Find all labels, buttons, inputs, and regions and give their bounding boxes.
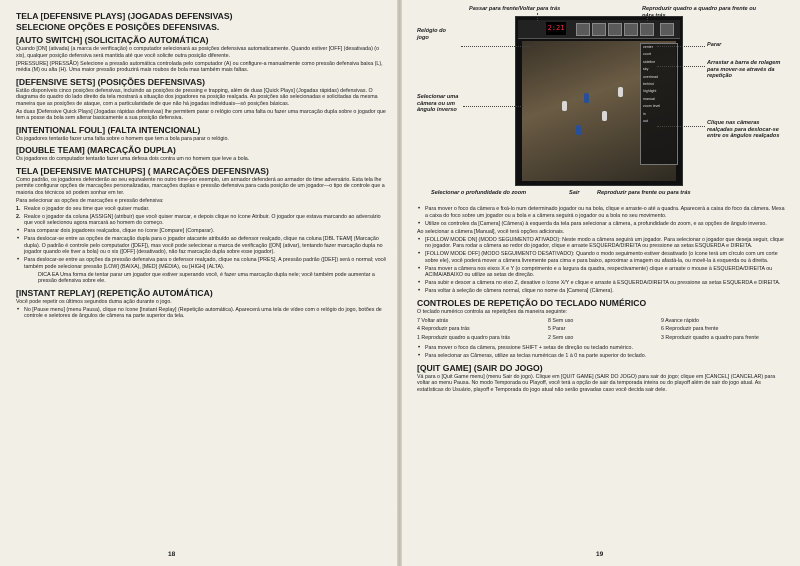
callout-exit: Sair [569, 190, 580, 196]
camera-menu-item: highlight [643, 89, 657, 94]
matchups-text: Como padrão, os jogadores defenderão ao seu equivalente no outro time-por exemplo, um armador defenderá ao armador do time adversário. Esta tela lhe permite configurar opções de marcações personalizadas, marcações duplas e pressão defensiva para cada posição de um jogador—o tipo de controle que a maioria dos técnicos só podem sonhar em ter. [16, 176, 385, 196]
table-cell: 6 Reproduzir para frente [661, 326, 719, 332]
game-clock-display: 2:21 [546, 22, 566, 35]
replay-control-bar [518, 20, 680, 39]
camera-menu-item: out [643, 119, 648, 124]
list-item: • Para mover a câmera nos eixos X e Y (o comprimento e a largura da quadra, respectivamente) clique e arraste o mouse à ESQUERDA/DIREITA ou ACIMA/ABAIXO ou utilize as setas de direção. [417, 266, 786, 279]
defensive-plays-title: TELA [DEFENSIVE PLAYS] (JOGADAS DEFENSIVAS) [16, 11, 233, 21]
table-row [417, 334, 762, 343]
defensive-plays-subtitle: SELECIONE OPÇÕES E POSIÇÕES DEFENSIVAS. [16, 22, 220, 32]
matchups-steps [16, 206, 387, 227]
list-item: • Para mover o foco da câmera, pressione SHIFT + setas de direção ou teclado numérico. [417, 345, 786, 352]
list-item: • Para deslocar-se entre as opções da pressão defensiva para o defensor realçado, clique na coluna [PRES]. A pressão padrão ([DEF]) será o normal; você também pode selecionar pressão [LOW] (BAIXA), [MED] (MÉDIA), ou [HIGH] (ALTA). [16, 257, 387, 270]
list-item: • [FOLLOW MODE ON] (MODO SEGUIMENTO ATIVADO): Neste modo a câmera seguirá um jogador. Para selecionar o jogador que deseja seguir, clique no jogador. Para rodar a câmera ao redor do jogador, clique e arraste ESQUERDA/DIREITA ou pressione as setas ESQUERDA e DIREITA. [417, 237, 786, 250]
callout-frame: Reproduzir quadro a quadro para frente ou para trás [642, 6, 757, 19]
page-left [0, 0, 399, 566]
player-figure [562, 101, 567, 111]
list-item: • [FOLLOW MODE OFF] (MODO SEGUIMENTO DESATIVADO): Quando o modo seguimento estiver desativado (o ícone terá um círculo com um corte sobre ele), você poderá mover a câmera livremente para cima e para baixo, aproximar a imagem ou afastá-la, ou movê-la à esquerda ou à direita. [417, 251, 786, 264]
list-item: • Para selecionar as Câmeras, utilize as teclas numéricas de 1 à 0 na parte superior do teclado. [417, 353, 786, 360]
camera-menu-item: zoom level [643, 104, 661, 109]
list-item: • Para subir e descer a câmera no eixo Z, desative o ícone X/Y e clique e arraste à ESQUERDA/DIREITA ou pressione as setas ESQUERDA e DIREITA. [417, 280, 786, 287]
callout-stop: Parar [707, 42, 722, 48]
fast-forward-button-icon [640, 23, 654, 36]
list-item: • Para mover o foco da câmera e fixá-lo num determinado jogador ou na bola, clique e arraste-o até a quadra. Aparecerá a caixa do foco da câmera. Mexa a caixa do foco sobre um jogador ou a bola e a câmera seguirá o jogador ou a bola no seu movimento. [417, 206, 786, 219]
double-team-text: Os jogadores do computador tentarão fazer uma defesa dois contra um no homem que leve a bola. [16, 156, 250, 162]
camera-menu-item: in [643, 111, 646, 116]
pressure-text: [PRESSURE] (PRESSÃO) Selecione a pressão automática controlada pelo computador (A) ou configure-a manualmente como pressão defensiva baixa (L), média (M) ou alta (H). Uma maior pressão produzirá mais roubos de bola mas também mais faltas. [16, 60, 383, 73]
table-row [417, 317, 762, 326]
stop-button-icon [608, 23, 622, 36]
table-cell: 1 Reproduzir quadro a quadro para trás [417, 334, 511, 341]
keypad-bullets [417, 345, 786, 360]
callout-pass: Passar para frente/Voltar para trás [469, 6, 561, 12]
instant-replay-bullets [16, 307, 387, 320]
replay-screenshot [515, 16, 683, 186]
quick-plays-text: As duas [Defensive Quick Plays] (Jogadas rápidas defensivas) lhe permitem parar o relógio com uma falta ou fazer uma marcação dupla sobre o jogador que tem a posse da bola sem alterar basicamente a sua posição defensiva. [16, 108, 386, 121]
callout-zoom: Selecionar o profundidade do zoom [431, 190, 527, 196]
matchups-bullets [16, 228, 387, 270]
keypad-table [417, 317, 762, 343]
rewind-button-icon [576, 23, 590, 36]
table-cell: 3 Reproduzir quadro a quadro para frente [661, 334, 759, 341]
callout-click-cameras: Clique nas câmeras realçadas para deslocar-se entre os ângulos realçados [707, 120, 780, 139]
callout-select-camera: Selecionar uma câmera ou um ângulo inverso [417, 94, 459, 113]
matchups-heading: TELA [DEFENSIVE MATCHUPS] ( MARCAÇÕES DEFENSIVAS) [16, 165, 269, 176]
player-figure [576, 125, 581, 135]
page-right [401, 0, 800, 566]
camera-menu-item: sky [643, 67, 649, 72]
leader-line [647, 13, 648, 21]
auto-switch-heading: [AUTO SWITCH] (SOLICITAÇÃO AUTOMÁTICA) [16, 35, 209, 45]
player-figure [602, 111, 607, 121]
camera-menu [640, 43, 678, 165]
camera-menu-item: center [643, 45, 653, 49]
table-cell: 7 Voltar atrás [417, 317, 449, 324]
page-number-right: 19 [596, 551, 604, 558]
replay-bullets [417, 206, 786, 227]
frame-back-button-icon [592, 23, 606, 36]
instant-replay-text: Você pode repetir os últimos segundos duma ação durante o jogo. [16, 298, 172, 305]
instant-replay-figure [417, 6, 786, 202]
player-figure [618, 87, 623, 97]
exit-button-icon [660, 23, 674, 36]
keypad-heading: CONTROLES DE REPETIÇÃO DO TECLADO NUMÉRICO [417, 297, 647, 308]
list-item: • Para comparar dois jogadores realçados, clique no ícone [Compare] (Comparar). [16, 228, 387, 235]
instant-replay-heading: [INSTANT REPLAY] (REPETIÇÃO AUTOMÁTICA) [16, 287, 213, 298]
table-row [417, 325, 762, 334]
table-cell: 4 Reproduzir para trás [417, 326, 470, 332]
list-item: • Utilize os controles da [Camera] (Câmera) à esquerda da tela para selecionar a câmera, a profundidade do zoom, e as opções de ângulo inverso. [417, 221, 786, 228]
intentional-foul-text: Os jogadores tentarão fazer uma falta sobre o homem que tem a bola para parar o relógio. [16, 135, 229, 142]
leader-line [657, 46, 705, 47]
defensive-sets-heading: [DEFENSIVE SETS] (POSIÇÕES DEFENSIVAS) [16, 76, 205, 87]
player-figure [584, 93, 589, 103]
page-number-left: 18 [168, 551, 176, 558]
quit-game-text: Vá para o [Quit Game menu] (menu Sair do jogo). Clique em [QUIT GAME] (SAIR DO JOGO) para sair do jogo; clique em [CANCEL] (CANCELAR) para voltar ao menu Pausa. No modo Temporada ou Playoff, você terá a opção de sair da temporada inteira ou do playoff além de sair do jogo atual. As estatísticas do Usuário, playoff e Temporada do jogo atual não serão gravadas caso você decida sair dele. [417, 373, 776, 393]
quit-game-heading: [QUIT GAME] (SAIR DO JOGO) [417, 362, 543, 373]
manual-camera-bullets [417, 237, 786, 295]
intentional-foul-heading: [INTENTIONAL FOUL] (FALTA INTENCIONAL) [16, 124, 201, 135]
auto-switch-text: Quando [ON] (ativada) (a marca de verificação) o computador selecionará as posições defensivas automaticamente. Quando estiver [OFF] (desativada) (o xis), qualquer posição defensiva será mantida até que você solicite outra posição diferente. [16, 46, 380, 59]
keypad-intro: O teclado numérico controla as repetições da maneira seguinte: [417, 308, 568, 315]
list-item: • No [Pause menu] (menu Pausa), clique no ícone [Instant Replay] (Repetição automática). Aparecerá uma tela de vídeo com o relógio do jogo, botões de controle e seletores de ângulos de câmera na parte superior da tela. [16, 307, 387, 320]
table-cell: 9 Avance rápido [661, 317, 699, 324]
camera-menu-item: behind [643, 82, 654, 87]
callout-play: Reproduzir para frente ou para trás [597, 190, 691, 196]
list-item: 1. Realce o jogador do seu time que você quiser mudar. [16, 205, 150, 212]
leader-line [657, 126, 705, 127]
defensive-sets-text: Estão disponíveis cinco posições defensivas, incluindo as posições de pressing e trapping, além de duas [Quick Plays] (Jogadas rápidas) defensivas. O diagrama do quadro do lado direito da tela mostrará a situação dos jogadores na posição realçada. As posições são selecionadas e solicitadas da mesma maneira que as posições de ataque, com a particularidade de que não há jogadas individuais—só posições básicas. [16, 87, 378, 107]
matchups-instructions: Para selecionar as opções de marcações e pressão defensiva: [16, 197, 164, 204]
table-cell: 2 Sem uso [548, 334, 574, 341]
list-item: • Para voltar à seleção de câmera normal, clique no nome da [Camera] (Câmera). [417, 288, 786, 295]
callout-drag: Arrastar a barra de rolagem para mover-se através da repetição [707, 60, 781, 79]
callout-clock: Relógio do jogo [417, 28, 446, 41]
camera-menu-item: court [643, 52, 651, 57]
list-item: 2. Realce o jogador da coluna [ASSIGN] (atribuir) que você quiser marcar, e depois clique no ícone Atribuir. O jogador que estava marcando ao adversário que você selecionou agora marcará ao homem do começo. [16, 213, 381, 226]
table-cell: 8 Sem uso [548, 317, 574, 324]
leader-line [537, 13, 538, 21]
leader-line [463, 106, 523, 107]
leader-line [461, 46, 531, 47]
leader-line [657, 66, 705, 67]
ea-tip: DICA EA Uma forma de tentar parar um jogador que estiver superando você, é fazer uma marcação dupla nele; você também pode aumentar a pressão defensiva sobre ele. [38, 271, 375, 284]
camera-menu-item: manual [643, 96, 655, 101]
frame-forward-button-icon [624, 23, 638, 36]
double-team-heading: [DOUBLE TEAM] (MARCAÇÃO DUPLA) [16, 145, 176, 155]
list-item: • Para deslocar-se entre as opções de marcação dupla para o jogador atacante atribuído ao defensor realçado, clique na coluna [DBL TEAM] (Marcação dupla). O padrão é controle pelo computador ([DEF]), mas você pode selecionar a marca de verificação ([ON] (ativar), tentando fazer marcação dupla no jogador quando ele tiver a bola) ou o xis ([OFF] (desativado), não faz marcação dupla sobre esse jogador). [16, 236, 387, 256]
manual-camera-intro: Ao selecionar a câmera [Manual], você terá opções adicionais. [417, 228, 565, 235]
table-cell: 5 Parar [548, 326, 566, 332]
camera-menu-item: overhead [643, 74, 658, 79]
camera-menu-item: sideline [643, 59, 656, 64]
